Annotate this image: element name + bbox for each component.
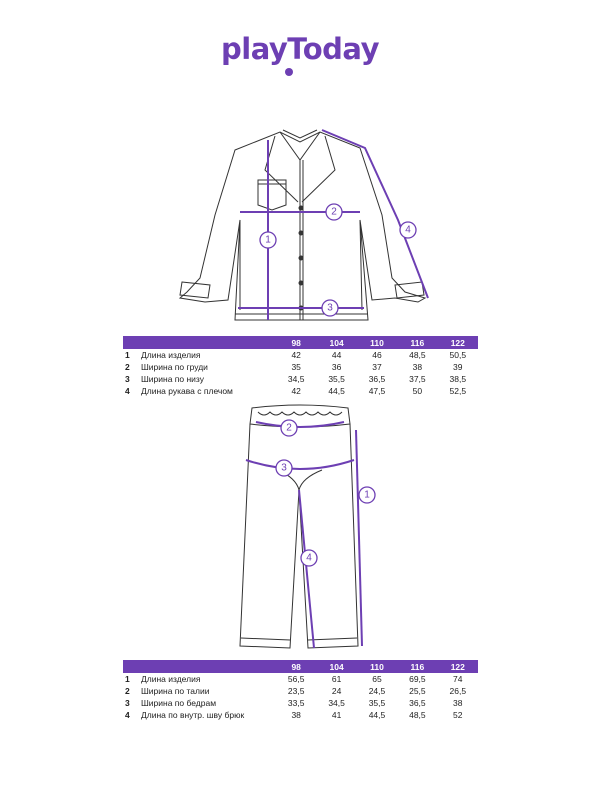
brand-logo: playToday: [221, 32, 379, 66]
table-row: [123, 349, 478, 361]
cell-value: 44: [331, 350, 342, 360]
cell-value: 48,5: [409, 350, 426, 360]
cell-value: 24,5: [368, 686, 386, 696]
pants-marker-4: 4: [306, 552, 312, 564]
row-number: 2: [125, 362, 130, 372]
cell-value: 36,5: [368, 374, 386, 384]
cell-value: 65: [372, 674, 382, 684]
cell-value: 56,5: [287, 674, 305, 684]
cell-value: 34,5: [287, 374, 305, 384]
cell-value: 48,5: [409, 710, 426, 720]
cell-value: 38,5: [449, 374, 467, 384]
cell-value: 25,5: [409, 686, 426, 696]
table-row: [123, 385, 478, 397]
size-header: 104: [316, 336, 356, 349]
size-header: 122: [438, 336, 478, 349]
cell-value: 47,5: [368, 386, 386, 396]
row-label: Ширина по талии: [141, 686, 210, 696]
cell-value: 42: [291, 386, 301, 396]
cell-value: 52,5: [449, 386, 467, 396]
cell-value: 33,5: [287, 698, 305, 708]
cell-value: 42: [291, 350, 301, 360]
row-number: 3: [125, 698, 130, 708]
row-label: Длина рукава с плечом: [141, 386, 233, 396]
size-header: 110: [357, 660, 397, 673]
table-row: [123, 373, 478, 385]
cell-value: 61: [331, 674, 342, 684]
table-row: [123, 685, 478, 697]
cell-value: 69,5: [409, 674, 426, 684]
cell-value: 38: [291, 710, 301, 720]
row-label: Длина по внутр. шву брюк: [141, 710, 245, 720]
row-number: 1: [125, 674, 130, 684]
row-label: Длина изделия: [141, 674, 201, 684]
cell-value: 38: [453, 698, 463, 708]
size-header: 98: [276, 336, 316, 349]
cell-value: 26,5: [449, 686, 467, 696]
shirt-marker-3: 3: [327, 302, 333, 314]
table-row: [123, 709, 478, 721]
shirt-marker-4: 4: [405, 224, 411, 236]
table-row: [123, 673, 478, 685]
row-label: Длина изделия: [141, 350, 201, 360]
cell-value: 39: [453, 362, 463, 372]
shirt-marker-2: 2: [331, 206, 337, 218]
row-number: 1: [125, 350, 130, 360]
brand-logo-dot: [285, 68, 293, 76]
row-label: Ширина по груди: [141, 362, 208, 372]
cell-value: 74: [453, 674, 463, 684]
cell-value: 23,5: [287, 686, 305, 696]
size-header: 116: [397, 336, 437, 349]
cell-value: 41: [331, 710, 342, 720]
pants-size-table: [123, 660, 478, 721]
cell-value: 34,5: [328, 698, 345, 708]
table-row: [123, 697, 478, 709]
cell-value: 35,5: [368, 698, 386, 708]
row-number: 2: [125, 686, 130, 696]
row-number: 3: [125, 374, 130, 384]
cell-value: 50,5: [449, 350, 467, 360]
pants-marker-2: 2: [286, 422, 292, 434]
cell-value: 35: [291, 362, 301, 372]
cell-value: 52: [453, 710, 463, 720]
size-header: 104: [316, 660, 356, 673]
cell-value: 44,5: [328, 386, 345, 396]
size-header: 98: [276, 660, 316, 673]
shirt-sketch: [0, 120, 600, 330]
shirt-size-table: [123, 336, 478, 397]
cell-value: 44,5: [368, 710, 386, 720]
cell-value: 36,5: [409, 698, 426, 708]
shirt-marker-1: 1: [265, 234, 271, 246]
cell-value: 36: [331, 362, 342, 372]
pants-sketch: [0, 400, 600, 658]
size-header: 110: [357, 336, 397, 349]
row-number: 4: [125, 386, 130, 396]
cell-value: 38: [412, 362, 423, 372]
size-header: 122: [438, 660, 478, 673]
cell-value: 50: [412, 386, 423, 396]
row-number: 4: [125, 710, 130, 720]
cell-value: 46: [372, 350, 382, 360]
row-label: Ширина по бедрам: [141, 698, 217, 708]
cell-value: 35,5: [328, 374, 345, 384]
size-header: 116: [397, 660, 437, 673]
table-header-row: [123, 336, 478, 349]
table-header-row: [123, 660, 478, 673]
pants-marker-3: 3: [281, 462, 287, 474]
row-label: Ширина по низу: [141, 374, 204, 384]
cell-value: 24: [331, 686, 342, 696]
pants-marker-1: 1: [364, 489, 370, 501]
cell-value: 37,5: [409, 374, 426, 384]
cell-value: 37: [372, 362, 382, 372]
table-row: [123, 361, 478, 373]
